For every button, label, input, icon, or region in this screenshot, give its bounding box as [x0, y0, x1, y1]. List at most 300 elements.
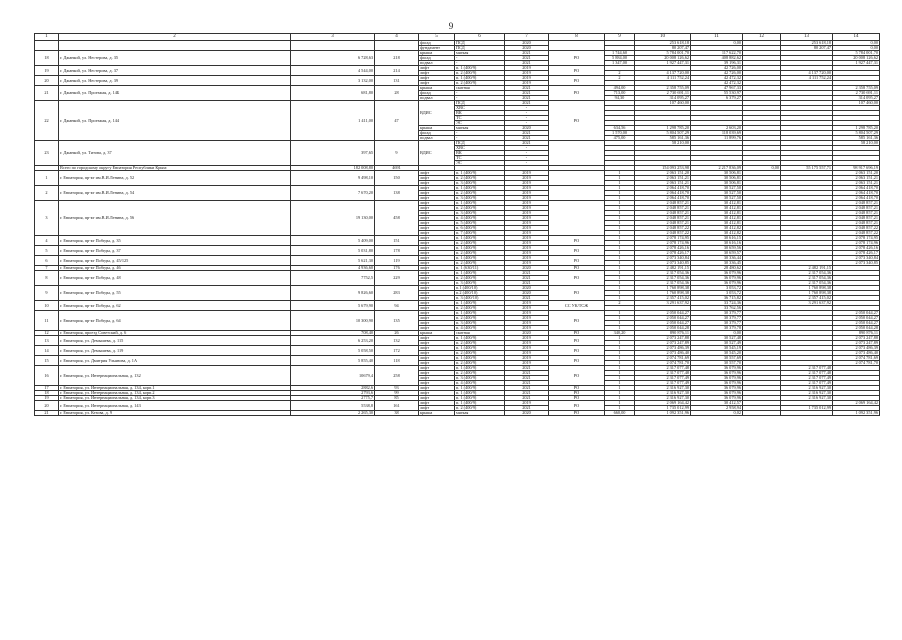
value-cell: 1 347,00: [605, 61, 635, 66]
address-cell: г. Джанкой, ул. Титова, д. 37: [59, 141, 291, 166]
value-cell: 2 730 691,11: [833, 91, 880, 96]
value-cell: лифт: [419, 386, 455, 391]
value-cell: ПСД: [455, 46, 505, 51]
value-cell: п. 1 (400/9): [455, 246, 505, 251]
value-cell: 1: [605, 231, 635, 236]
value-cell: 6 379,27: [691, 96, 743, 101]
value-cell: лифт: [419, 326, 455, 331]
row-number: 9: [35, 286, 59, 301]
row-number: 11: [35, 311, 59, 331]
address-cell: г. Евпатория, ул. Демышева, д. 119: [59, 346, 291, 356]
header-row: [35, 34, 880, 41]
area-cell: 5 679,90: [291, 301, 375, 311]
residents-cell: 132: [375, 336, 419, 346]
value-cell: 98 917 696,19: [833, 166, 880, 171]
value-cell: 2021: [505, 91, 549, 96]
value-cell: 20 008 126,62: [635, 56, 691, 61]
value-cell: п. 2 (400/9): [455, 261, 505, 266]
value-cell: 2019: [505, 191, 549, 196]
residents-cell: 218: [375, 51, 419, 66]
value-cell: 2019: [505, 201, 549, 206]
value-cell: лифт: [419, 226, 455, 231]
value-cell: крыша: [419, 331, 455, 336]
value-cell: 1: [605, 396, 635, 401]
value-cell: 30 412,81: [691, 211, 743, 216]
residents-cell: 176: [375, 266, 419, 271]
row-number: 23: [35, 141, 59, 166]
value-cell: 30 412,81: [691, 216, 743, 221]
value-cell: 42 726,00: [691, 71, 743, 76]
value-cell: 2 730 691,11: [635, 91, 691, 96]
value-cell: 2 050 044,27: [635, 311, 691, 316]
value-cell: п. 2 (400/9): [455, 351, 505, 356]
row-number: 21: [35, 411, 59, 416]
value-cell: 660,00: [605, 411, 635, 416]
value-cell: 2021: [505, 96, 549, 101]
value-cell: 2019: [505, 256, 549, 261]
funding-cell: РО: [549, 401, 605, 411]
value-cell: 2019: [505, 196, 549, 201]
value-cell: п. 2 (400/9): [455, 316, 505, 321]
value-cell: 36 079,96: [691, 376, 743, 381]
value-cell: 2 050 044,27: [635, 316, 691, 321]
row-number: 15: [35, 356, 59, 366]
area-cell: 5 031,80: [291, 246, 375, 256]
value-cell: п. 3 (400/9): [455, 281, 505, 286]
row-number: 14: [35, 346, 59, 356]
value-cell: 1 760 898,38: [635, 291, 691, 296]
row-number: 4: [35, 236, 59, 246]
value-cell: лифт: [419, 261, 455, 266]
value-cell: п. 3 (400/9): [455, 196, 505, 201]
address-cell: г. Евпатория, пр-кт Победы, д. 62: [59, 301, 291, 311]
value-cell: 1: [605, 276, 635, 281]
residents-cell: 138: [375, 186, 419, 201]
funding-cell: РО: [549, 396, 605, 401]
funding-cell: РО: [549, 76, 605, 86]
value-cell: п. 4 (400/9): [455, 326, 505, 331]
area-cell: 4 936,60: [291, 266, 375, 271]
value-cell: 2 074 781,69: [833, 356, 880, 361]
residents-cell: 99: [375, 391, 419, 396]
value-cell: 2019: [505, 346, 549, 351]
value-cell: 5 804 507,29: [833, 131, 880, 136]
value-cell: лифт: [419, 201, 455, 206]
value-cell: ЭС: [455, 121, 505, 126]
value-cell: 2 048 857,22: [833, 226, 880, 231]
address-cell: г. Джанкой, ул. Проезжая, д. 14Б: [59, 86, 291, 101]
residents-cell: 85: [375, 396, 419, 401]
address-cell: г. Евпатория, пр-кт Победы, д. 46: [59, 266, 291, 271]
funding-cell: РО: [549, 86, 605, 101]
value-cell: 1: [605, 281, 635, 286]
value-cell: п.2 (400/10): [455, 291, 505, 296]
value-cell: п. 1 (400/9): [455, 336, 505, 341]
value-cell: 4 137 720,00: [635, 71, 691, 76]
value-cell: 2019: [505, 181, 549, 186]
value-cell: 30 527,49: [691, 341, 743, 346]
row-number: 12: [35, 331, 59, 336]
value-cell: п. 1 (400/9): [455, 366, 505, 371]
value-cell: 1: [605, 296, 635, 301]
residents-cell: 229: [375, 271, 419, 286]
value-cell: ПСД: [455, 141, 505, 146]
value-cell: 2019: [505, 221, 549, 226]
value-cell: 1: [605, 316, 635, 321]
header-cell: 1: [35, 34, 59, 41]
value-cell: 1: [605, 271, 635, 276]
value-cell: 3 291 637,92: [635, 301, 691, 306]
value-cell: лифт: [419, 376, 455, 381]
value-cell: 2 050 044,27: [833, 311, 880, 316]
work-type-cell: ВДИС: [419, 101, 455, 126]
value-cell: -: [505, 151, 549, 156]
value-cell: 1 570,00: [605, 131, 635, 136]
value-cell: 2 357 415,02: [781, 296, 833, 301]
value-cell: -: [505, 121, 549, 126]
header-cell: 9: [605, 34, 635, 41]
value-cell: 1: [605, 246, 635, 251]
residents-cell: 9: [375, 141, 419, 166]
value-cell: п. 1 (400/9): [455, 271, 505, 276]
value-cell: п. 1 (400/9): [455, 66, 505, 71]
value-cell: 2020: [505, 266, 549, 271]
value-cell: 2019: [505, 321, 549, 326]
value-cell: 2 317 054,36: [781, 271, 833, 276]
address-cell: Всего по городскому округу Евпатория Республики Крым:: [59, 166, 291, 171]
value-cell: 2 603,20: [691, 126, 743, 131]
value-cell: 2 073 486,40: [833, 351, 880, 356]
area-cell: [291, 41, 375, 51]
value-cell: 30 412,81: [691, 221, 743, 226]
value-cell: 2 074 781,70: [635, 361, 691, 366]
value-cell: 2 073 340,84: [635, 256, 691, 261]
residents-cell: 119: [375, 256, 419, 266]
value-cell: п. 2 (400/9): [455, 71, 505, 76]
address-cell: г. Евпатория, ул. Интернациональная, д. 134, корп.2: [59, 391, 291, 396]
funding-cell: [549, 186, 605, 201]
address-cell: г. Евпатория, ул. Интернациональная, д. 134, корп.3: [59, 396, 291, 401]
value-cell: 1: [605, 406, 635, 411]
value-cell: 1: [605, 391, 635, 396]
value-cell: -: [455, 91, 505, 96]
value-cell: п. 1 (400/9): [455, 396, 505, 401]
value-cell: лифт: [419, 406, 455, 411]
row-number: 8: [35, 271, 59, 286]
value-cell: 2 069 164,42: [635, 401, 691, 406]
value-cell: 1: [605, 191, 635, 196]
value-cell: 1 927 447,31: [833, 61, 880, 66]
value-cell: 30 659,57: [691, 251, 743, 256]
area-cell: 6 728,63: [291, 51, 375, 66]
value-cell: лифт: [419, 181, 455, 186]
value-cell: 1: [605, 401, 635, 406]
value-cell: ХВС: [455, 106, 505, 111]
value-cell: 30 545,19: [691, 346, 743, 351]
address-cell: г. Евпатория, ул. Дмитрия Ульянова, д. 1А: [59, 356, 291, 366]
funding-cell: РО: [549, 391, 605, 396]
value-cell: 58 210,00: [833, 141, 880, 146]
value-cell: лифт: [419, 241, 455, 246]
value-cell: -: [455, 131, 505, 136]
address-cell: г. Евпатория, пр-кт Победы, д. 64: [59, 311, 291, 331]
header-cell: 8: [549, 34, 605, 41]
value-cell: 30 527,48: [691, 336, 743, 341]
value-cell: 2 958,94: [691, 406, 743, 411]
row-number: 20: [35, 401, 59, 411]
value-cell: 30 379,78: [691, 326, 743, 331]
residents-cell: 150: [375, 171, 419, 186]
value-cell: мягкая: [455, 411, 505, 416]
residents-cell: 94: [375, 301, 419, 311]
table-row: [35, 411, 880, 416]
value-cell: 2019: [505, 206, 549, 211]
address-cell: г. Евпатория, пр-кт Победы, д. 35: [59, 236, 291, 246]
value-cell: 2 078 174,96: [635, 241, 691, 246]
value-cell: лифт: [419, 286, 455, 291]
value-cell: п. 4 (400/9): [455, 216, 505, 221]
value-cell: 30 412,81: [691, 206, 743, 211]
funding-cell: РО: [549, 51, 605, 66]
value-cell: лифт: [419, 346, 455, 351]
header-cell: 10: [635, 34, 691, 41]
value-cell: 2020: [505, 331, 549, 336]
header-cell: 14: [833, 34, 880, 41]
area-cell: 2793,6: [291, 391, 375, 396]
value-cell: 2 316 927,30: [781, 386, 833, 391]
value-cell: 2021: [505, 101, 549, 106]
value-cell: 2 317 054,36: [635, 271, 691, 276]
value-cell: 2 063 151,20: [635, 171, 691, 176]
value-cell: 3 053,72: [691, 291, 743, 296]
value-cell: 36 079,96: [691, 386, 743, 391]
value-cell: лифт: [419, 356, 455, 361]
residents-cell: 38: [375, 411, 419, 416]
value-cell: 2 048 857,21: [833, 221, 880, 226]
residents-cell: 47: [375, 101, 419, 141]
value-cell: 36 079,96: [691, 281, 743, 286]
value-cell: 2 048 857,22: [833, 231, 880, 236]
area-cell: 4 544,00: [291, 66, 375, 76]
value-cell: 30 527,50: [691, 196, 743, 201]
work-type-cell: ВДИС: [419, 141, 455, 166]
value-cell: 2 048 857,22: [635, 231, 691, 236]
value-cell: ЭС: [455, 161, 505, 166]
value-cell: -: [505, 116, 549, 121]
value-cell: 30 506,81: [691, 171, 743, 176]
value-cell: 30 659,56: [691, 246, 743, 251]
value-cell: 2 317 077,49: [635, 381, 691, 386]
value-cell: п. 2 (400/9): [455, 306, 505, 311]
value-cell: 2019: [505, 301, 549, 306]
value-cell: 33 724,36: [691, 301, 743, 306]
value-cell: скатная: [455, 331, 505, 336]
value-cell: 2019: [505, 76, 549, 81]
funding-cell: РО: [549, 66, 605, 76]
value-cell: 30 379,77: [691, 311, 743, 316]
value-cell: 2 316 927,30: [635, 396, 691, 401]
address-cell: г. Евпатория, пр-кт им.В.И.Ленина, д. 52: [59, 171, 291, 186]
value-cell: п. 1 (630/11): [455, 266, 505, 271]
value-cell: ВК: [455, 111, 505, 116]
value-cell: фасад: [419, 41, 455, 46]
row-number: 22: [35, 101, 59, 141]
value-cell: лифт: [419, 336, 455, 341]
funding-cell: СС УК/ТСЖ: [549, 301, 605, 311]
value-cell: -: [505, 161, 549, 166]
address-cell: г. Евпатория, пр-кт Победы, д. 48: [59, 271, 291, 286]
value-cell: 2020: [505, 46, 549, 51]
address-cell: г. Евпатория, ул. Интернациональная, д. 134, корп.1: [59, 386, 291, 391]
value-cell: лифт: [419, 341, 455, 346]
value-cell: п. 1 (400/9): [455, 401, 505, 406]
value-cell: 2019: [505, 341, 549, 346]
row-number: 1: [35, 171, 59, 186]
value-cell: 1 927 447,31: [635, 61, 691, 66]
funding-cell: [549, 41, 605, 51]
value-cell: 2021: [505, 51, 549, 56]
value-cell: лифт: [419, 316, 455, 321]
value-cell: 1: [605, 381, 635, 386]
row-number: 19: [35, 66, 59, 76]
value-cell: 36 079,96: [691, 276, 743, 281]
value-cell: 2 078 174,95: [833, 236, 880, 241]
residents-cell: 172: [375, 346, 419, 356]
row-number: 2: [35, 186, 59, 201]
value-cell: 2019: [505, 316, 549, 321]
address-cell: г. Евпатория, ул. Интернациональная, д. 132: [59, 366, 291, 386]
value-cell: 3 053,72: [691, 286, 743, 291]
area-cell: 5 058,50: [291, 346, 375, 356]
value-cell: 2 073 340,85: [635, 261, 691, 266]
value-cell: 2 317 077,49: [781, 376, 833, 381]
value-cell: 2021: [505, 406, 549, 411]
value-cell: 2 063 151,21: [833, 181, 880, 186]
address-cell: г. Джанкой, ул. Нестерова, д. 37: [59, 66, 291, 76]
header-cell: 4: [375, 34, 419, 41]
value-cell: п. 2 (400/9): [455, 191, 505, 196]
value-cell: 1 092 351,96: [635, 411, 691, 416]
value-cell: 1: [605, 266, 635, 271]
value-cell: 1 092 351,96: [833, 411, 880, 416]
value-cell: 4 111 752,24: [781, 76, 833, 81]
value-cell: лифт: [419, 221, 455, 226]
value-cell: 2021: [505, 271, 549, 276]
value-cell: 1: [605, 196, 635, 201]
value-cell: лифт: [419, 76, 455, 81]
row-number: 20: [35, 76, 59, 86]
area-cell: 9 826,60: [291, 286, 375, 301]
value-cell: 2 073 340,84: [833, 256, 880, 261]
value-cell: ПСД: [455, 101, 505, 106]
value-cell: подвал: [419, 61, 455, 66]
value-cell: 1: [605, 351, 635, 356]
header-cell: 5: [419, 34, 455, 41]
value-cell: 2 317 054,36: [635, 276, 691, 281]
value-cell: 2 078 174,96: [833, 241, 880, 246]
value-cell: 117 622,70: [691, 51, 743, 56]
value-cell: 340,20: [605, 331, 635, 336]
header-cell: 6: [455, 34, 505, 41]
value-cell: 2 048 857,21: [635, 211, 691, 216]
value-cell: 2019: [505, 216, 549, 221]
row-number: 13: [35, 336, 59, 346]
value-cell: 1 735 012,99: [635, 406, 691, 411]
row-number: 19: [35, 396, 59, 401]
value-cell: 0,00: [833, 41, 880, 46]
residents-cell: 178: [375, 246, 419, 256]
value-cell: 2 069 164,42: [833, 401, 880, 406]
value-cell: 1: [605, 371, 635, 376]
value-cell: 2019: [505, 236, 549, 241]
area-cell: 681,80: [291, 86, 375, 101]
area-cell: 6 253,20: [291, 336, 375, 346]
value-cell: п. 3 (400/9): [455, 211, 505, 216]
value-cell: п. 4 (400/9): [455, 381, 505, 386]
value-cell: 2 048 857,22: [635, 226, 691, 231]
value-cell: 2019: [505, 361, 549, 366]
value-cell: 1: [605, 346, 635, 351]
value-cell: 2: [605, 76, 635, 81]
value-cell: 0,00: [691, 41, 743, 46]
value-cell: лифт: [419, 211, 455, 216]
value-cell: 1: [605, 211, 635, 216]
value-cell: 1 735 012,99: [781, 406, 833, 411]
value-cell: 1: [605, 356, 635, 361]
value-cell: п. 1 (400/9): [455, 256, 505, 261]
value-cell: п. 3 (400/9): [455, 181, 505, 186]
funding-cell: РО: [549, 101, 605, 141]
value-cell: лифт: [419, 266, 455, 271]
funding-cell: [549, 171, 605, 186]
value-cell: -: [505, 146, 549, 151]
value-cell: 2 482 191,15: [781, 266, 833, 271]
value-cell: 2 048 857,21: [833, 201, 880, 206]
value-cell: 1 760 898,38: [635, 286, 691, 291]
value-cell: подвал: [419, 96, 455, 101]
value-cell: 2 048 857,21: [833, 211, 880, 216]
value-cell: 2 050 044,27: [635, 321, 691, 326]
value-cell: лифт: [419, 311, 455, 316]
value-cell: 2019: [505, 261, 549, 266]
value-cell: лифт: [419, 66, 455, 71]
address-cell: г. Евпатория, ул. Кезова, д. 9: [59, 411, 291, 416]
header-cell: 2: [59, 34, 291, 41]
value-cell: 2019: [505, 186, 549, 191]
value-cell: лифт: [419, 361, 455, 366]
value-cell: -: [505, 111, 549, 116]
value-cell: 30 336,44: [691, 256, 743, 261]
value-cell: 55 175 557,71: [781, 166, 833, 171]
value-cell: лифт: [419, 391, 455, 396]
value-cell: лифт: [419, 396, 455, 401]
value-cell: 2019: [505, 251, 549, 256]
value-cell: 2020: [505, 291, 549, 296]
value-cell: лифт: [419, 381, 455, 386]
value-cell: 2019: [505, 171, 549, 176]
value-cell: 2021: [505, 391, 549, 396]
value-cell: 2 063 151,21: [635, 181, 691, 186]
value-cell: 2 048 857,21: [635, 216, 691, 221]
value-cell: 890 876,11: [833, 331, 880, 336]
value-cell: п. 2 (400/9): [455, 206, 505, 211]
value-cell: лифт: [419, 236, 455, 241]
residents-cell: 458: [375, 201, 419, 236]
value-cell: п. 1 (400/9): [455, 356, 505, 361]
value-cell: 2 064 418,70: [833, 186, 880, 191]
funding-cell: РО: [549, 331, 605, 336]
area-cell: 3 132,00: [291, 76, 375, 86]
